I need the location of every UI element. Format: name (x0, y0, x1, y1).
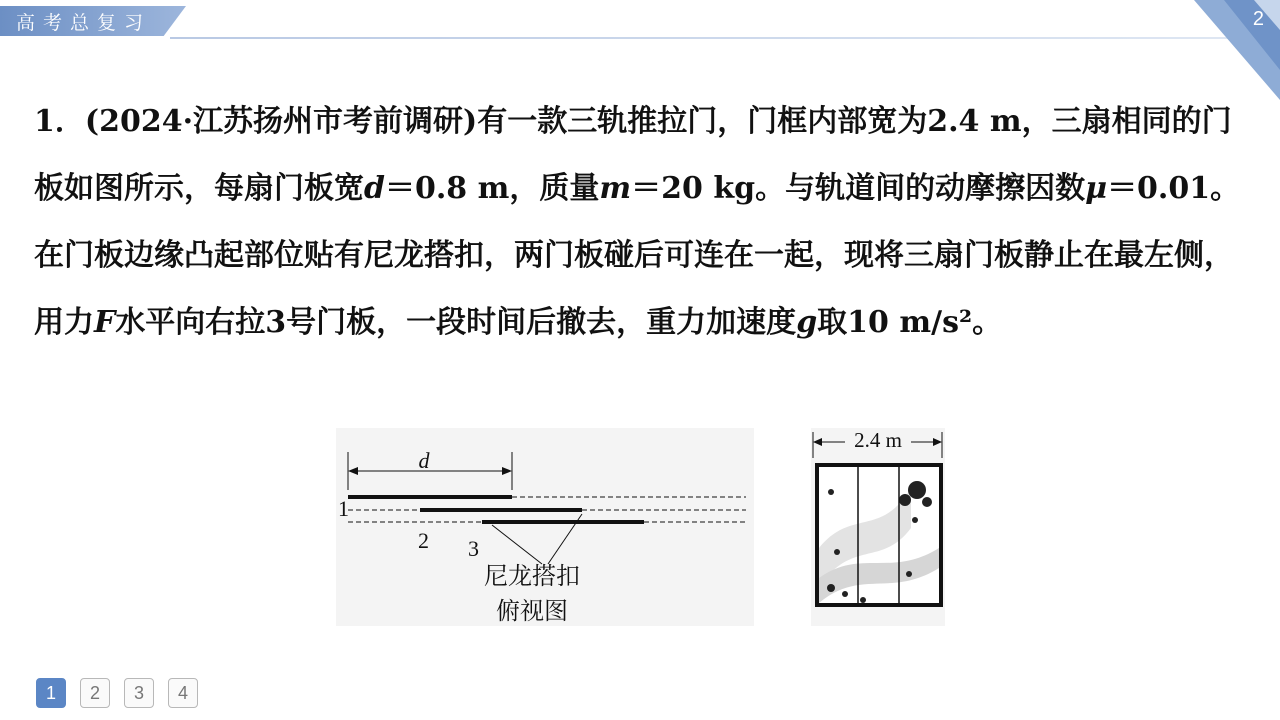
question-segment: ＝20 kg。与轨道间的动摩擦因数 (631, 171, 1086, 206)
variable-m: m (599, 171, 632, 206)
frame-width-label: 2.4 m (854, 428, 902, 452)
frame-arrow-left-icon (813, 438, 822, 446)
variable-d: d (364, 171, 385, 206)
pager-item-1[interactable]: 1 (36, 678, 66, 708)
panel-label-2: 2 (418, 528, 429, 553)
variable-g: g (796, 305, 818, 340)
question-number: 1． (34, 104, 85, 139)
variable-mu: μ (1085, 171, 1108, 206)
pager-item-2[interactable]: 2 (80, 678, 110, 708)
pager-item-3[interactable]: 3 (124, 678, 154, 708)
question-segment: 取10 m/s²。 (817, 305, 1003, 340)
panel-label-3: 3 (468, 536, 479, 561)
arrow-right-icon (502, 467, 512, 475)
header-divider (170, 37, 1250, 39)
variable-F: F (94, 305, 116, 340)
top-view-diagram (336, 428, 754, 626)
door-panel-2 (420, 508, 582, 512)
question-segment: 有一款三轨推拉门，门框内部宽为2.4 m，三扇相同的门板如图所示，每扇门板宽 (34, 104, 1232, 206)
callout-line-1 (492, 525, 542, 564)
pager-item-4[interactable]: 4 (168, 678, 198, 708)
header-title: 高考总复习 (16, 12, 152, 34)
door-frame-diagram (811, 428, 945, 626)
door-panel-1 (348, 495, 512, 499)
top-view-caption: 俯视图 (496, 597, 568, 625)
frame-arrow-right-icon (933, 438, 942, 446)
panel-label-1: 1 (338, 496, 349, 521)
page-number: 2 (1252, 8, 1264, 30)
corner-decoration (1194, 0, 1280, 100)
question-source: (2024·江苏扬州市考前调研) (84, 104, 478, 139)
header-bar (0, 0, 1280, 40)
question-segment: 水平向右拉3号门板，一段时间后撤去，重力加速度 (115, 305, 797, 340)
door-panel-3 (482, 520, 644, 524)
arrow-left-icon (348, 467, 358, 475)
question-segment: ＝0.8 m，质量 (384, 171, 600, 206)
question-text (34, 88, 1254, 356)
velcro-label: 尼龙搭扣 (484, 562, 580, 590)
question-segment: ＝0.01。在门板边缘凸起部位贴有尼龙搭扣，两门板碰后可连在一起，现将三扇门板静止在最左侧，用力 (34, 171, 1241, 340)
d-label: d (418, 448, 430, 473)
